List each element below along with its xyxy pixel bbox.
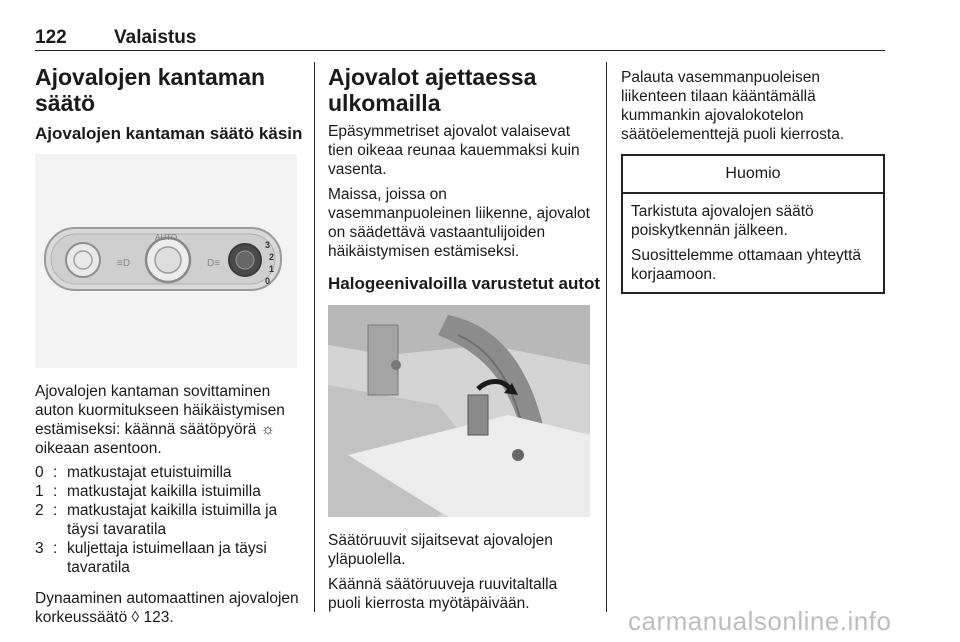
note-paragraph: Tarkistuta ajovalojen säätö poiskytkennän jälkeen. xyxy=(631,203,814,239)
light-switch-image xyxy=(35,154,297,368)
list-item: 1 : matkustajat kaikilla istuimilla xyxy=(35,483,261,500)
adjusting-screw-image xyxy=(328,305,590,517)
column-1 xyxy=(35,64,303,627)
note-box xyxy=(621,154,885,294)
wheel-position-1: 1 xyxy=(269,264,275,274)
subsection-heading: Halogeenivaloilla varustetut autot xyxy=(328,274,601,293)
section-heading: Ajovalot ajettaessa ulkomailla xyxy=(328,64,537,116)
page-reference-arrow-icon: ◊ xyxy=(131,609,140,626)
note-title: Huomio xyxy=(623,156,883,194)
dynamic-leveling-paragraph: Dynaaminen automaattinen ajovalojen korkeussäätö ◊ 123. xyxy=(35,590,299,626)
range-adjust-paragraph: Ajovalojen kantaman sovittaminen auton kuormitukseen häikäistymisen estämiseksi: käännä säätöpyörä ☼ oikeaan asentoon. xyxy=(35,383,285,457)
column-2 xyxy=(328,64,601,613)
restore-paragraph: Palauta vasemmanpuoleisen liikenteen tilaan kääntämällä kummankin ajovalokotelon säätöelementtejä puoli kierrosta. xyxy=(621,69,845,143)
svg-text:≡D: ≡D xyxy=(117,258,131,269)
left-traffic-paragraph: Maissa, joissa on vasemmanpuoleinen liikenne, ajovalot on säädettävä vastaantulijoiden häikäistymisen estämiseksi. xyxy=(328,186,590,260)
chapter-title: Valaistus xyxy=(114,27,197,48)
screw-location-paragraph: Säätöruuvit sijaitsevat ajovalojen yläpuolella. xyxy=(328,532,553,568)
list-item: 2 : matkustajat kaikilla istuimilla ja täysi tavaratila xyxy=(35,502,278,538)
wheel-position-2: 2 xyxy=(269,252,275,262)
turn-screw-paragraph: Käännä säätöruuveja ruuvitaltalla puoli kierrosta myötäpäivään. xyxy=(328,576,558,612)
subsection-heading: Ajovalojen kantaman säätö käsin xyxy=(35,124,303,143)
wheel-position-0: 0 xyxy=(265,276,271,286)
asymmetric-paragraph: Epäsymmetriset ajovalot valaisevat tien oikeaa reunaa kauemmaksi kuin vasenta. xyxy=(328,123,580,178)
section-heading: Ajovalojen kantaman säätö xyxy=(35,64,266,116)
header-rule xyxy=(35,50,885,51)
headlight-range-wheel-icon: ☼ xyxy=(260,421,275,438)
page-number: 122 xyxy=(35,27,67,48)
wheel-position-3: 3 xyxy=(265,240,271,250)
list-item: 0 : matkustajat etuistuimilla xyxy=(35,464,232,481)
load-position-list xyxy=(35,463,299,577)
svg-text:D≡: D≡ xyxy=(207,258,221,269)
watermark: carmanualsonline.info xyxy=(628,606,892,636)
auto-label: AUTO xyxy=(155,233,178,242)
column-3 xyxy=(621,68,885,294)
list-item: 3 : kuljettaja istuimellaan ja täysi tavaratila xyxy=(35,540,267,576)
column-divider-2 xyxy=(606,62,607,612)
note-paragraph: Suosittelemme ottamaan yhteyttä korjaamoon. xyxy=(631,247,862,283)
column-divider-1 xyxy=(314,62,315,612)
